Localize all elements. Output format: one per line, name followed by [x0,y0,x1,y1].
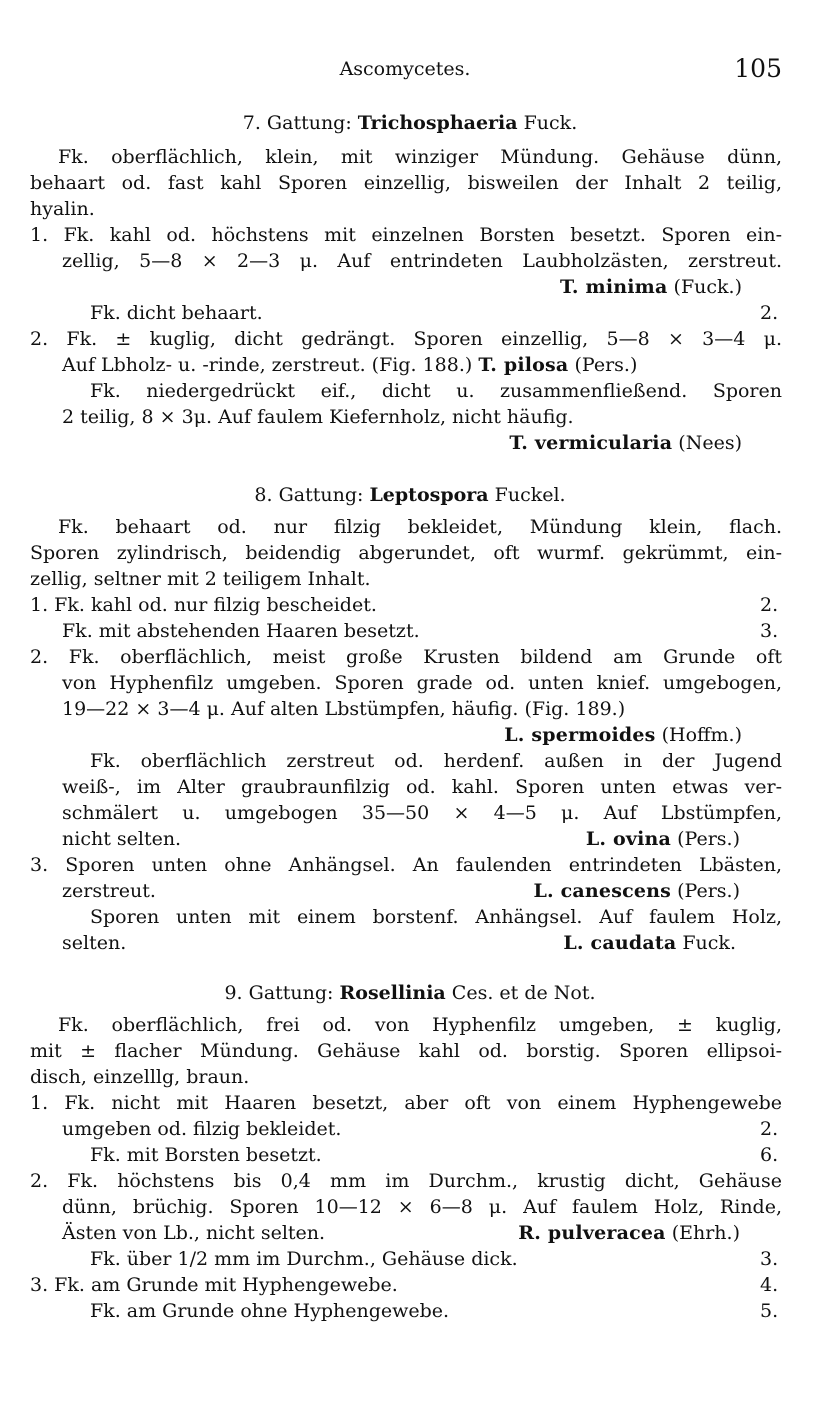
section-8-heading: 8. Gattung: Leptospora Fuckel. [254,484,566,506]
key-reference: 4. [760,1274,779,1296]
key-line: Fk. über 1/2 mm im Durchm., Gehäuse dick. [90,1248,518,1270]
species-line [62,430,742,456]
key-line: 2. Fk. höchstens bis 0,4 mm im Durchm., krustig dicht, Gehäuse [30,1170,782,1192]
text-line: schmälert u. umgebogen 35—50 × 4—5 μ. Auf Lbstümpfen, [62,802,782,824]
key-line: Fk. dicht behaart. [90,302,263,324]
text-line: nicht selten. [62,828,182,850]
key-line: 2. Fk. ± kuglig, dicht gedrängt. Sporen einzellig, 5—8 × 3—4 μ. [30,328,782,350]
section-7-heading: 7. Gattung: Trichosphaeria Fuck. [242,112,578,134]
text-line: umgeben od. filzig bekleidet. [62,1118,342,1140]
text-line: Auf Lbholz- u. -rinde, zerstreut. (Fig. 188.) T. pilosa (Pers.) [62,354,638,376]
text-line: 19—22 × 3—4 μ. Auf alten Lbstümpfen, häufig. (Fig. 189.) [62,698,626,720]
species-author: Fuck. [682,932,736,954]
species-author: (Hoffm.) [661,724,742,746]
species-name: T. pilosa [478,354,569,376]
text-line: 2 teilig, 8 × 3μ. Auf faulem Kiefernholz, nicht häufig. [62,406,574,428]
key-line: Fk. niedergedrückt eif., dicht u. zusammenfließend. Sporen [90,380,782,402]
text-line: selten. [62,932,127,954]
key-line: 3. Fk. am Grunde mit Hyphengewebe. [30,1274,398,1296]
text-line: von Hyphenfilz umgeben. Sporen grade od. unten knief. umgebogen, [62,672,782,694]
species-author: (Ehrh.) [671,1222,740,1244]
species-name: L. spermoides [504,724,656,746]
running-title: Ascomycetes. [339,58,471,80]
text-line: zerstreut. [62,880,156,902]
key-line: Fk. mit abstehenden Haaren besetzt. [62,620,420,642]
species-line [300,930,736,956]
key-reference: 2. [760,302,779,324]
key-reference: 2. [760,594,779,616]
species-line [300,878,740,904]
species-author: (Pers.) [677,880,740,902]
species-name: R. pulveracea [518,1222,666,1244]
key-line: Sporen unten mit einem borstenf. Anhängsel. Auf faulem Holz, [90,906,782,928]
key-line: 3. Sporen unten ohne Anhängsel. An faulenden entrindeten Lbästen, [30,854,782,876]
text-line: zellig, seltner mit 2 teiligem Inhalt. [30,568,371,590]
species-name: L. caudata [563,932,677,954]
key-reference: 2. [760,1118,779,1140]
key-reference: 5. [760,1300,779,1322]
key-line: Fk. am Grunde ohne Hyphengewebe. [90,1300,450,1322]
key-line: 2. Fk. oberflächlich, meist große Krusten bildend am Grunde oft [30,646,782,668]
genus-name: Leptospora [369,484,489,506]
species-name: T. minima [560,276,668,298]
species-author: (Fuck.) [673,276,742,298]
genus-name: Rosellinia [339,982,446,1004]
key-reference: 3. [760,620,779,642]
text-line: zellig, 5—8 × 2—3 μ. Auf entrindeten Laubholzästen, zerstreut. [62,250,782,272]
species-line [400,1220,740,1246]
species-name: T. vermicularia [509,432,673,454]
section-9-heading: 9. Gattung: Rosellinia Ces. et de Not. [224,982,596,1004]
text-line: Fk. oberflächlich, frei od. von Hyphenfilz umgeben, ± kuglig, [58,1014,782,1036]
species-author: (Pers.) [677,828,740,850]
species-line [62,722,742,748]
text-line: behaart od. fast kahl Sporen einzellig, bisweilen der Inhalt 2 teilig, [30,172,782,194]
text-line: weiß-, im Alter graubraunfilzig od. kahl. Sporen unten etwas ver- [62,776,782,798]
key-line: 1. Fk. kahl od. nur filzig bescheidet. [30,594,377,616]
species-line [300,826,740,852]
text-line: disch, einzelllg, braun. [30,1066,250,1088]
species-name: L. canescens [533,880,672,902]
key-line: Fk. oberflächlich zerstreut od. herdenf. außen in der Jugend [90,750,782,772]
text-line: Sporen zylindrisch, beidendig abgerundet, oft wurmf. gekrümmt, ein- [30,542,782,564]
page-number: 105 [734,54,782,83]
species-author: (Pers.) [574,354,638,376]
key-line: 1. Fk. kahl od. höchstens mit einzelnen Borsten besetzt. Sporen ein- [30,224,782,246]
text-line: hyalin. [30,198,95,220]
text-line: Ästen von Lb., nicht selten. [62,1222,326,1244]
species-line [62,274,742,300]
genus-name: Trichosphaeria [357,112,518,134]
key-line: 1. Fk. nicht mit Haaren besetzt, aber oft von einem Hyphengewebe [30,1092,782,1114]
key-reference: 3. [760,1248,779,1270]
text-line: Fk. behaart od. nur filzig bekleidet, Mündung klein, flach. [58,516,782,538]
text-line: Fk. oberflächlich, klein, mit winziger Mündung. Gehäuse dünn, [58,146,782,168]
species-author: (Nees) [678,432,742,454]
species-name: L. ovina [585,828,672,850]
text-line: mit ± flacher Mündung. Gehäuse kahl od. borstig. Sporen ellipsoi- [30,1040,782,1062]
text-line: dünn, brüchig. Sporen 10—12 × 6—8 μ. Auf faulem Holz, Rinde, [62,1196,782,1218]
key-reference: 6. [760,1144,779,1166]
key-line: Fk. mit Borsten besetzt. [90,1144,322,1166]
